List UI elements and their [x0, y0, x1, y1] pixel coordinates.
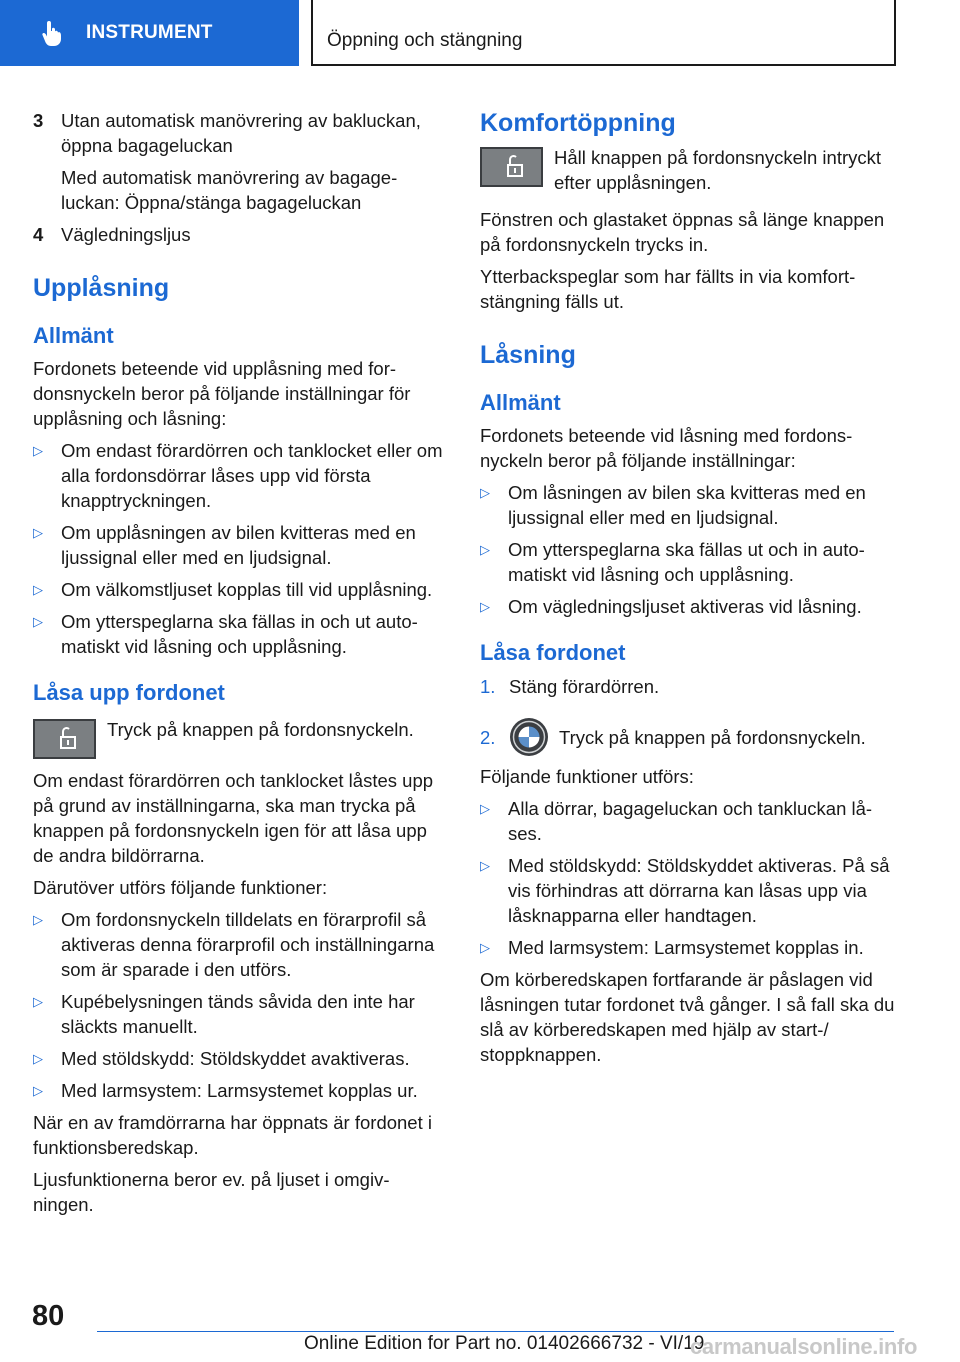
triangle-bullet-icon: ▷	[480, 542, 490, 557]
legend-number: 3	[33, 110, 44, 131]
paragraph: Därutöver utförs följande funktioner:	[33, 877, 328, 898]
list-item: ▷ Om fordonsnyckeln tilldelats en förarprofil så aktiveras denna förarprofil och inställningarna som är sparade i den utförs.	[33, 909, 435, 980]
triangle-bullet-icon: ▷	[33, 912, 43, 927]
list-item: ▷ Om ytterspeglarna ska fällas in och ut auto-matiskt vid låsning och upplåsning.	[33, 611, 418, 657]
key-instruction-text: Tryck på knappen på fordonsnyckeln.	[107, 719, 414, 740]
legend-subtext: Med automatisk manövrering av bagage-luckan: Öppna/stänga bagageluckan	[61, 167, 398, 213]
heading-lasa-upp: Låsa upp fordonet	[33, 680, 225, 705]
paragraph: Om körberedskapen fortfarande är påslagen vid låsningen tutar fordonet två gånger. I så fall ska du slå av körberedskapen med hjälp av start-/ stoppknappen.	[480, 969, 895, 1065]
right-column	[480, 108, 898, 1074]
triangle-bullet-icon: ▷	[33, 614, 43, 629]
triangle-bullet-icon: ▷	[480, 858, 490, 873]
list-item: ▷ Alla dörrar, bagageluckan och tankluckan lå-ses.	[480, 798, 873, 844]
list-item: ▷ Om välkomstljuset kopplas till vid upplåsning.	[33, 579, 433, 600]
bmw-key-button-icon	[509, 717, 549, 757]
heading-lasning: Låsning	[480, 341, 576, 369]
paragraph: Följande funktioner utförs:	[480, 766, 694, 787]
triangle-bullet-icon: ▷	[33, 994, 43, 1009]
triangle-bullet-icon: ▷	[33, 582, 43, 597]
step-text: Tryck på knappen på fordonsnyckeln.	[559, 727, 866, 748]
list-item: ▷ Med stöldskydd: Stöldskyddet aktiveras. På så vis förhindras att dörrarna kan låsas upp via låsknapparna eller handtagen.	[480, 855, 890, 926]
triangle-bullet-icon: ▷	[33, 525, 43, 540]
list-item: ▷ Kupébelysningen tänds såvida den inte har släckts manuellt.	[33, 991, 415, 1037]
legend-number: 4	[33, 224, 44, 245]
triangle-bullet-icon: ▷	[480, 801, 490, 816]
bullet-list	[480, 480, 898, 619]
triangle-bullet-icon: ▷	[480, 940, 490, 955]
key-instruction	[33, 717, 448, 759]
triangle-bullet-icon: ▷	[33, 1083, 43, 1098]
unlock-key-icon	[33, 719, 96, 759]
heading-lasa-fordonet: Låsa fordonet	[480, 640, 626, 665]
paragraph: Fönstren och glastaket öppnas så länge knappen på fordonsnyckeln trycks in.	[480, 209, 885, 255]
triangle-bullet-icon: ▷	[33, 1051, 43, 1066]
step-number: 2.	[480, 727, 496, 748]
legend-text: Utan automatisk manövrering av bakluckan, öppna bagageluckan	[61, 110, 421, 156]
watermark: carmanualsonline.info	[690, 1334, 918, 1359]
footer-edition: Online Edition for Part no. 01402666732 - VI/19	[304, 1333, 705, 1354]
paragraph: När en av framdörrarna har öppnats är fordonet i funktionsberedskap.	[33, 1112, 432, 1158]
step-item	[480, 674, 898, 699]
list-item: ▷ Om endast förardörren och tanklocket eller om alla fordonsdörrar låses upp vid första knapptryckningen.	[33, 440, 443, 511]
list-item: ▷ Om upplåsningen av bilen kvitteras med en ljussignal eller med en ljudsignal.	[33, 522, 416, 568]
triangle-bullet-icon: ▷	[480, 599, 490, 614]
step-item	[480, 725, 898, 757]
step-number: 1.	[480, 676, 496, 697]
unlock-key-icon	[480, 147, 543, 187]
paragraph: Ytterbackspeglar som har fällts in via komfort-stängning fälls ut.	[480, 266, 856, 312]
heading-allmant: Allmänt	[480, 390, 561, 415]
step-text: Stäng förardörren.	[509, 676, 660, 697]
paragraph: Fordonets beteende vid upplåsning med for-donsnyckeln beror på följande inställningar för upplåsning och låsning:	[33, 358, 411, 429]
hand-pointer-icon	[38, 19, 66, 47]
chapter-header	[311, 0, 896, 66]
triangle-bullet-icon: ▷	[33, 443, 43, 458]
heading-upplasning: Upplåsning	[33, 274, 170, 302]
legend-item	[33, 222, 448, 247]
paragraph: Om endast förardörren och tanklocket låstes upp på grund av inställningarna, ska man trycka på knappen på fordonsnyckeln igen för att låsa upp de andra bildörrarna.	[33, 770, 434, 866]
key-instruction-text: Håll knappen på fordonsnyckeln intryckt efter upplåsningen.	[554, 147, 882, 193]
paragraph: Fordonets beteende vid låsning med fordons-nyckeln beror på följande inställningar:	[480, 425, 853, 471]
page-number: 80	[32, 1300, 65, 1332]
bullet-list	[33, 907, 448, 1103]
section-tab[interactable]	[0, 0, 299, 66]
left-column	[33, 108, 448, 1224]
paragraph: Ljusfunktionerna beror ev. på ljuset i omgiv-ningen.	[33, 1169, 390, 1215]
bullet-list	[33, 438, 448, 659]
footer-divider	[97, 1331, 894, 1332]
bullet-list	[480, 796, 898, 960]
key-instruction	[480, 145, 898, 195]
legend-text: Vägledningsljus	[61, 224, 191, 245]
list-item: ▷ Med stöldskydd: Stöldskyddet avaktiveras.	[33, 1048, 410, 1069]
heading-allmant: Allmänt	[33, 323, 114, 348]
list-item: ▷ Med larmsystem: Larmsystemet kopplas in.	[480, 937, 864, 958]
list-item: ▷ Om låsningen av bilen ska kvitteras med en ljussignal eller med en ljudsignal.	[480, 482, 866, 528]
list-item: ▷ Med larmsystem: Larmsystemet kopplas ur.	[33, 1080, 418, 1101]
legend-item	[33, 108, 448, 158]
chapter-title: Öppning och stängning	[327, 30, 523, 51]
section-label: INSTRUMENT	[86, 22, 213, 43]
triangle-bullet-icon: ▷	[480, 485, 490, 500]
list-item: ▷ Om vägledningsljuset aktiveras vid låsning.	[480, 596, 862, 617]
heading-komfortoppning: Komfortöppning	[480, 109, 676, 137]
list-item: ▷ Om ytterspeglarna ska fällas ut och in auto-matiskt vid låsning och upplåsning.	[480, 539, 865, 585]
